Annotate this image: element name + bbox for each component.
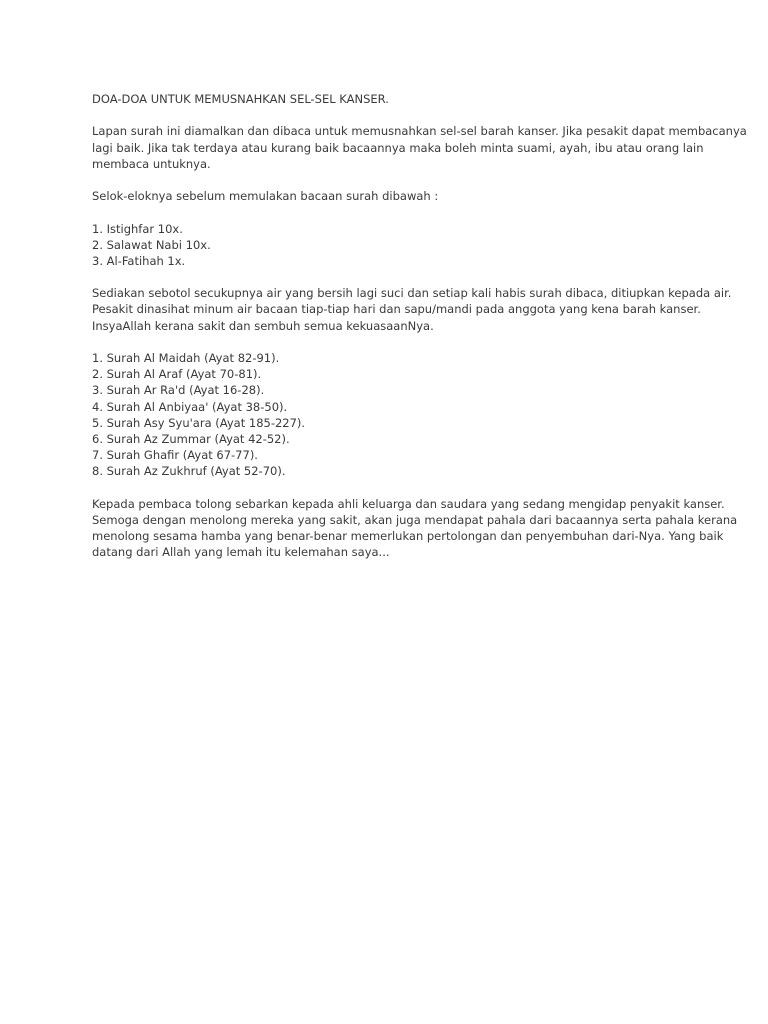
intro-line: Lapan surah ini diamalkan dan dibaca untuk memusnahkan sel-sel barah kanser. Jika pesakit dapat membacanya	[92, 124, 747, 139]
intro-line: lagi baik. Jika tak terdaya atau kurang baik bacaannya maka boleh minta suami, ayah, ibu atau orang lain	[92, 140, 704, 155]
list-item: 1. Surah Al Maidah (Ayat 82-91).	[92, 351, 280, 365]
spacer	[92, 107, 692, 123]
list-item: 1. Istighfar 10x.	[92, 221, 183, 236]
intro-paragraph	[92, 123, 747, 172]
preparation-list	[92, 221, 692, 270]
document-title: DOA-DOA UNTUK MEMUSNAHKAN SEL-SEL KANSER.	[92, 92, 389, 106]
list-item: 8. Surah Az Zukhruf (Ayat 52-70).	[92, 464, 286, 479]
document-body	[92, 91, 747, 560]
list-item: 7. Surah Ghafir (Ayat 67-77).	[92, 448, 258, 463]
spacer	[92, 334, 692, 350]
list-item: 3. Al-Fatihah 1x.	[92, 253, 186, 268]
instructions-paragraph	[92, 285, 732, 334]
list-item: 5. Surah Asy Syu'ara (Ayat 185-227).	[92, 415, 306, 430]
intro-line: membaca untuknya.	[92, 156, 211, 171]
surah-list	[92, 350, 692, 480]
closing-line: Kepada pembaca tolong sebarkan kepada ahli keluarga dan saudara yang sedang mengidap penyakit kanser.	[92, 496, 725, 511]
list-item: 4. Surah Al Anbiyaa' (Ayat 38-50).	[92, 399, 288, 414]
instructions-line: Sediakan sebotol secukupnya air yang bersih lagi suci dan setiap kali habis surah dibaca, ditiupkan kepada air.	[92, 286, 732, 301]
closing-line: menolong sesama hamba yang benar-benar memerlukan pertolongan dan penyembuhan dari-Nya. Yang baik	[92, 529, 724, 544]
closing-line: datang dari Allah yang lemah itu kelemahan saya...	[92, 545, 390, 560]
list-item: 3. Surah Ar Ra'd (Ayat 16-28).	[92, 383, 265, 398]
list-item: 2. Surah Al Araf (Ayat 70-81).	[92, 367, 262, 382]
list-item: 6. Surah Az Zummar (Ayat 42-52).	[92, 431, 290, 446]
closing-line: Semoga dengan menolong mereka yang sakit, akan juga mendapat pahala dari bacaannya serta pahala kerana	[92, 512, 738, 527]
spacer	[92, 204, 692, 220]
list-item: 2. Salawat Nabi 10x.	[92, 237, 211, 252]
spacer	[92, 172, 692, 188]
spacer	[92, 480, 692, 496]
spacer	[92, 269, 692, 285]
preface-paragraph: Selok-eloknya sebelum memulakan bacaan surah dibawah :	[92, 189, 439, 204]
instructions-line: Pesakit dinasihat minum air bacaan tiap-tiap hari dan sapu/mandi pada anggota yang kena barah kanser.	[92, 302, 701, 317]
instructions-line: InsyaAllah kerana sakit dan sembuh semua kekuasaanNya.	[92, 318, 434, 333]
closing-paragraph	[92, 496, 738, 561]
